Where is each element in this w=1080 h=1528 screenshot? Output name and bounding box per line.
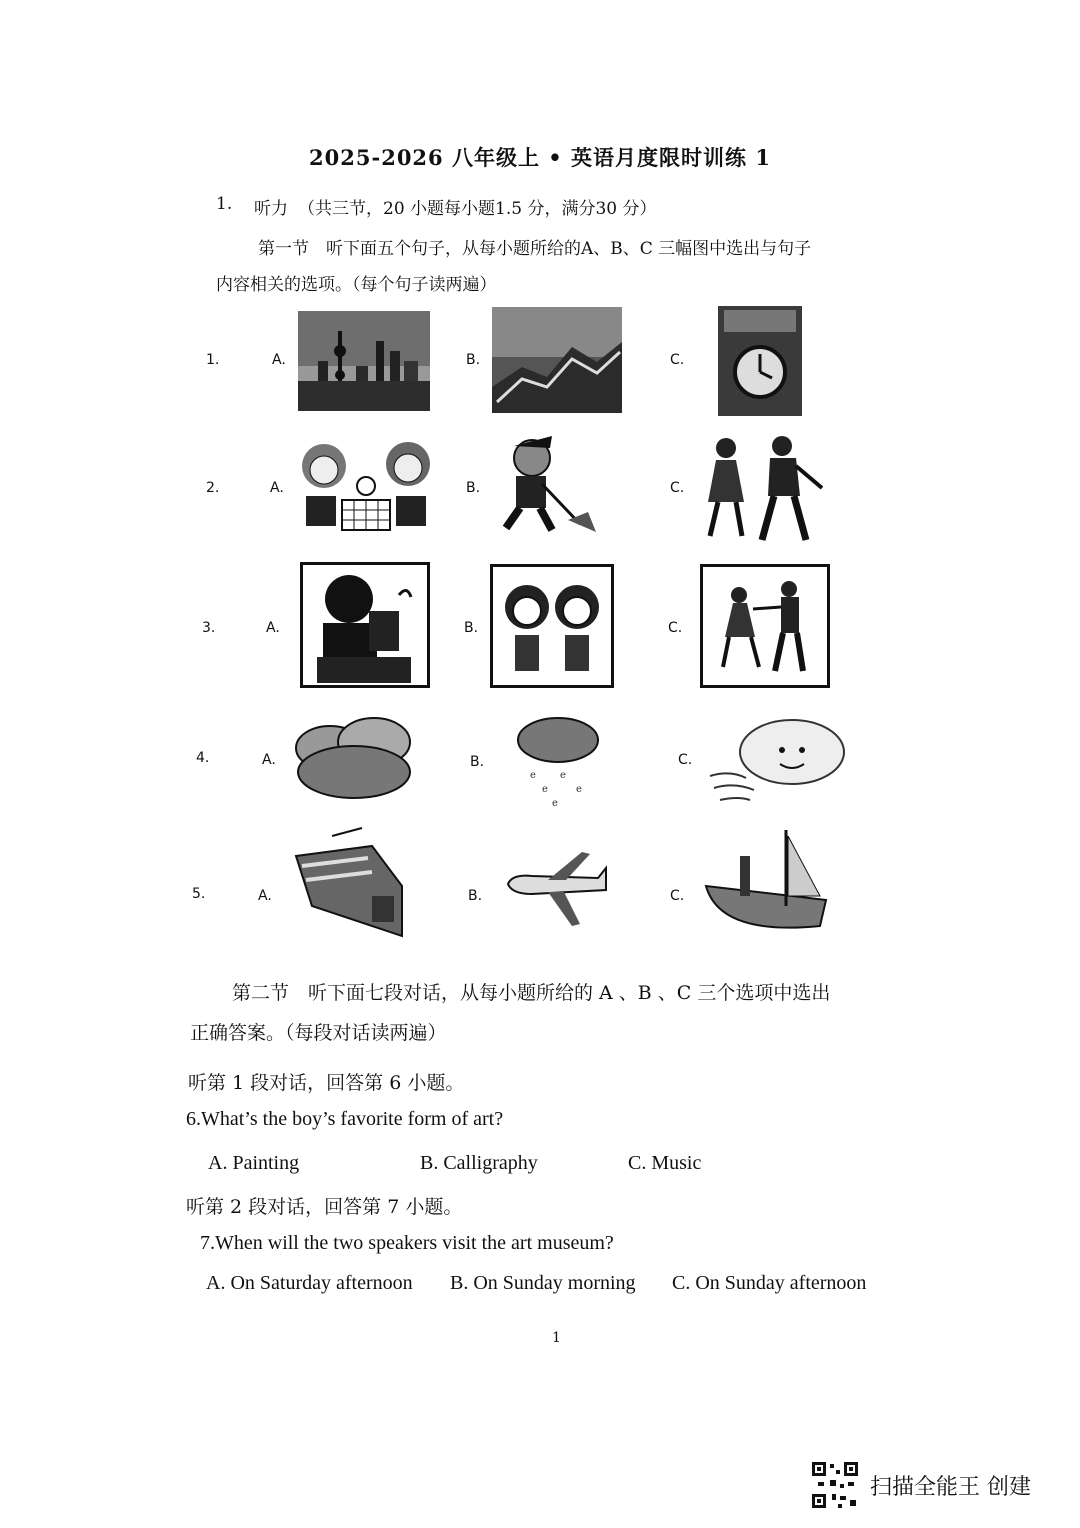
city-skyline-icon bbox=[298, 311, 430, 411]
plane-icon bbox=[502, 848, 610, 930]
option-label: A. bbox=[262, 752, 276, 768]
option-label: A. bbox=[270, 480, 284, 496]
question-6: 6.What’s the boy’s favorite form of art? bbox=[186, 1108, 504, 1130]
svg-text:e: e bbox=[560, 770, 566, 781]
option-label: B. bbox=[470, 754, 485, 770]
section-description: （共三节，20 小题每小题1.5 分，满分30 分） bbox=[298, 199, 657, 219]
svg-text:e: e bbox=[530, 770, 536, 781]
option-label: B. bbox=[466, 480, 481, 496]
q7-option-c: C. On Sunday afternoon bbox=[672, 1272, 867, 1294]
windy-icon bbox=[706, 712, 848, 808]
question-7: 7.When will the two speakers visit the art museum? bbox=[200, 1232, 614, 1254]
question-number: 5. bbox=[192, 886, 206, 902]
option-label: B. bbox=[468, 888, 483, 904]
q7-option-b: B. On Sunday morning bbox=[450, 1272, 636, 1294]
option-label: C. bbox=[670, 888, 685, 904]
couple-dancing-icon bbox=[696, 432, 828, 544]
train-icon bbox=[292, 826, 406, 954]
children-playing-chess-icon bbox=[296, 436, 436, 536]
part2-instruction-cont: 正确答案。（每段对话读两遍） bbox=[190, 1022, 447, 1044]
q6-option-a: A. Painting bbox=[208, 1152, 300, 1174]
option-label: C. bbox=[670, 480, 685, 496]
page-title: 2025-2026 八年级上 • 英语月度限时训练 1 bbox=[309, 145, 771, 170]
question-number: 3. bbox=[202, 620, 216, 636]
rainy-icon bbox=[516, 712, 602, 810]
part1-instruction: 第一节 听下面五个句子，从每小题所给的A、B、C 三幅图中选出与句子 bbox=[258, 239, 812, 259]
option-label: B. bbox=[464, 620, 479, 636]
section-label: 听力 bbox=[254, 199, 288, 219]
option-label: A. bbox=[272, 352, 286, 368]
option-label: C. bbox=[668, 620, 683, 636]
option-label: B. bbox=[466, 352, 481, 368]
dancers-icon bbox=[700, 564, 830, 688]
svg-text:e: e bbox=[542, 784, 548, 795]
clock-tower-icon bbox=[696, 306, 822, 416]
svg-text:e: e bbox=[552, 798, 558, 809]
opera-masks-icon bbox=[490, 564, 614, 688]
part1-instruction-cont: 内容相关的选项。（每个句子读两遍） bbox=[216, 275, 497, 295]
option-label: C. bbox=[670, 352, 685, 368]
section-number: 1. bbox=[216, 194, 233, 214]
q7-option-a: A. On Saturday afternoon bbox=[206, 1272, 413, 1294]
option-label: A. bbox=[258, 888, 272, 904]
q6-option-c: C. Music bbox=[628, 1152, 702, 1174]
q6-option-b: B. Calligraphy bbox=[420, 1152, 538, 1174]
dialog-1-intro: 听第 1 段对话，回答第 6 小题。 bbox=[188, 1072, 465, 1094]
watermark-text: 扫描全能王 创建 bbox=[870, 1475, 1031, 1500]
cloudy-icon bbox=[290, 712, 420, 804]
part2-instruction: 第二节 听下面七段对话，从每小题所给的 A 、B 、C 三个选项中选出 bbox=[232, 982, 831, 1004]
boy-sweeping-icon bbox=[492, 432, 602, 540]
option-label: A. bbox=[266, 620, 280, 636]
great-wall-icon bbox=[492, 307, 622, 413]
question-number: 2. bbox=[206, 480, 220, 496]
magician-icon bbox=[300, 562, 430, 688]
question-number: 1. bbox=[206, 352, 220, 368]
dialog-2-intro: 听第 2 段对话，回答第 7 小题。 bbox=[186, 1196, 463, 1218]
qr-code-icon bbox=[810, 1460, 860, 1510]
question-number: 4. bbox=[196, 750, 210, 766]
ship-icon bbox=[700, 826, 832, 940]
svg-text:e: e bbox=[576, 784, 582, 795]
option-label: C. bbox=[678, 752, 693, 768]
page-number: 1 bbox=[552, 1330, 561, 1346]
